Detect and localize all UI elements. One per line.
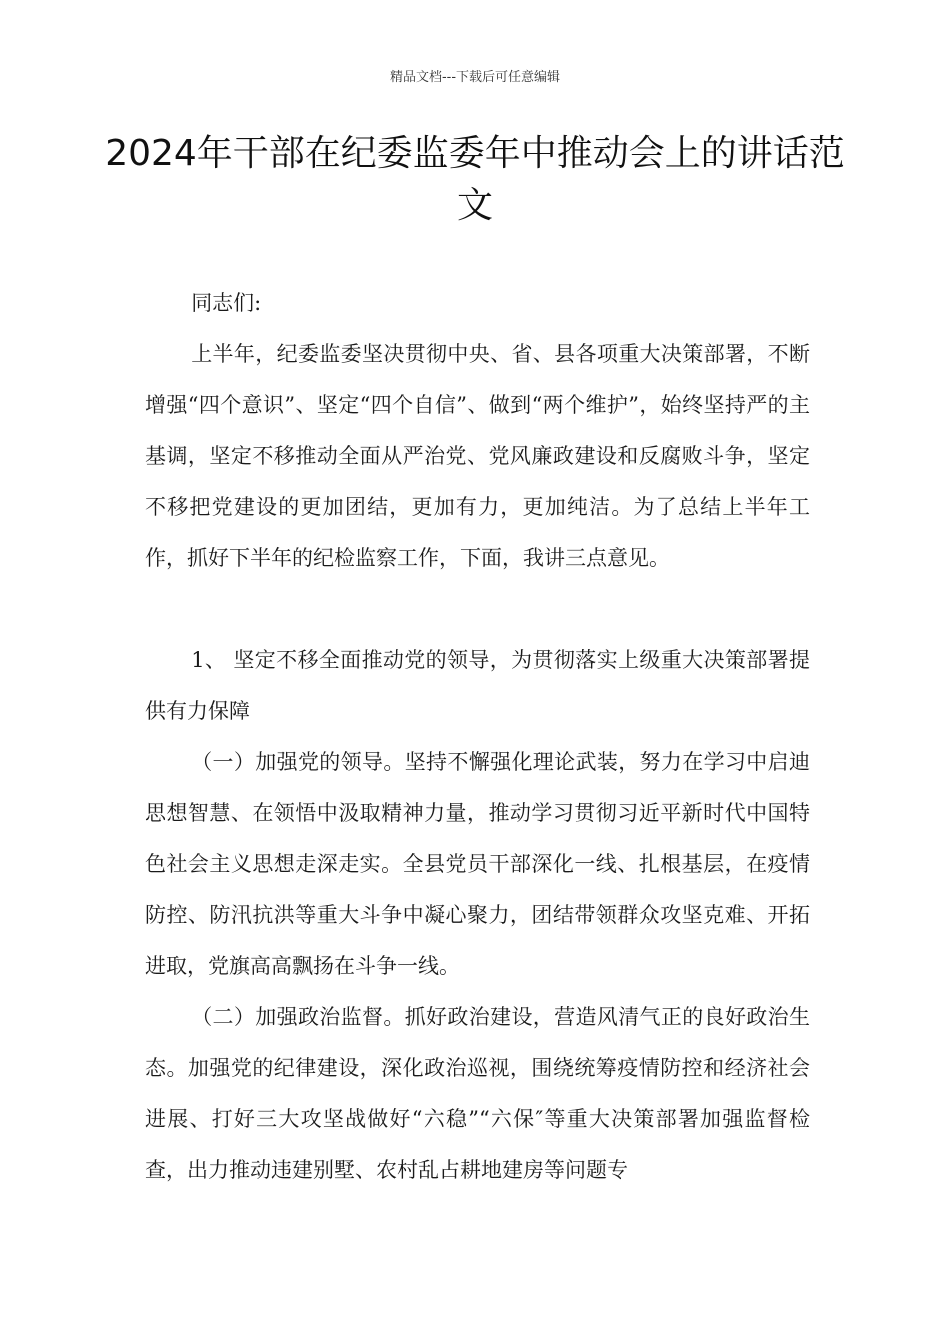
- salutation: 同志们:: [191, 291, 262, 315]
- paragraph-2: （二）加强政治监督。抓好政治建设，营造风清气正的良好政治生态。加强党的纪律建设，深化政治巡视，围绕统筹疫情防控和经济社会进展、打好三大攻坚战做好“六稳”“六保″等重大决策部署加强监督检查，出力推动违建别墅、农村乱占耕地建房等问题专: [145, 1005, 810, 1182]
- intro-paragraph: 上半年，纪委监委坚决贯彻中央、省、县各项重大决策部署，不断增强“四个意识”、坚定“四个自信”、做到“两个维护”，始终坚持严的主基调，坚定不移推动全面从严治党、党风廉政建设和反腐败斗争，坚定不移把党建设的更加团结，更加有力，更加纯洁。为了总结上半年工作，抓好下半年的纪检监察工作，下面，我讲三点意见。: [145, 342, 810, 570]
- paragraph-spacer: [145, 584, 810, 635]
- header-note: 精品文档---下载后可任意编辑: [389, 70, 561, 85]
- document-body: [145, 278, 810, 1196]
- paragraph-1: （一）加强党的领导。坚持不懈强化理论武装，努力在学习中启迪思想智慧、在领悟中汲取精神力量，推动学习贯彻习近平新时代中国特色社会主义思想走深走实。全县党员干部深化一线、扎根基层，在疫情防控、防汛抗洪等重大斗争中凝心聚力，团结带领群众攻坚克难、开拓进取，党旗高高飘扬在斗争一线。: [145, 750, 810, 978]
- document-title: 2024年干部在纪委监委年中推动会上的讲话范文: [105, 133, 845, 226]
- section-heading-1: 1、 坚定不移全面推动党的领导，为贯彻落实上级重大决策部署提供有力保障: [145, 648, 810, 723]
